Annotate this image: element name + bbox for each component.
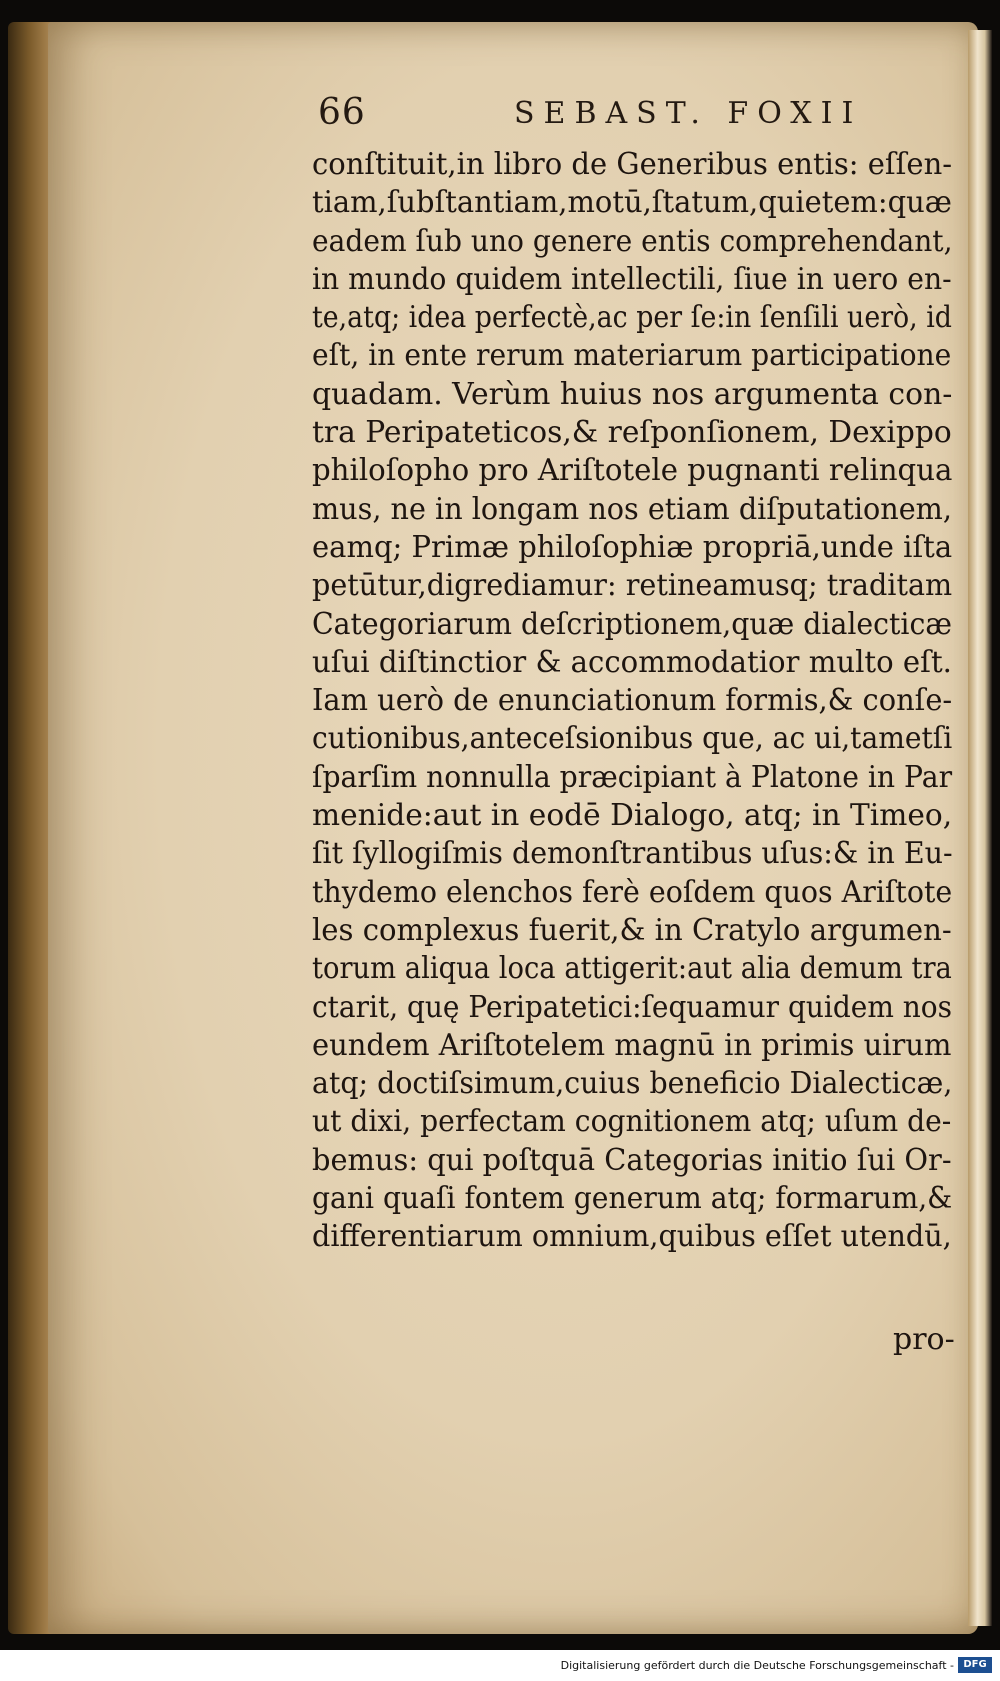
text-line: te,atq; idea perfectè,ac per ſe:in ſenſili uerò, id: [312, 300, 952, 336]
page-number: 66: [318, 92, 366, 133]
text-line: gani quaſi fontem generum atq; formarum,&: [312, 1181, 953, 1217]
text-line: Iam uerò de enunciationum formis,& conſe-: [312, 683, 953, 719]
text-line: ctarit, quę Peripatetici:ſequamur quidem nos: [312, 989, 953, 1025]
text-line: les complexus fuerit,& in Cratylo argumen-: [312, 912, 952, 948]
running-title: SEBAST. FOXII: [514, 96, 863, 131]
text-line: petūtur,digrediamur: retineamusq; traditam: [312, 568, 953, 604]
body-text: [312, 146, 972, 1257]
text-line: conſtituit,in libro de Generibus entis: eſſen-: [312, 147, 953, 182]
text-line: in mundo quidem intellectili, ſiue in uero en-: [312, 261, 952, 297]
catchword: pro-: [893, 1322, 955, 1357]
text-line: ut dixi, perfectam cognitionem atq; uſum de-: [312, 1104, 952, 1140]
running-head: [318, 92, 878, 138]
text-line: eſt, in ente rerum materiarum participatione: [312, 338, 952, 374]
text-line: eamq; Primæ philoſophiæ propriā,unde iſta: [312, 529, 953, 565]
text-line: atq; doctiſsimum,cuius beneficio Dialecticæ,: [312, 1066, 953, 1102]
text-line: ſit ſyllogiſmis demonſtrantibus uſus:& in Eu-: [312, 836, 953, 872]
text-line: bemus: qui poſtquā Categorias initio ſui Or-: [312, 1142, 952, 1178]
text-line: quadam. Verùm huius nos argumenta con-: [312, 376, 953, 412]
text-line: differentiarum omnium,quibus eſſet utendū,: [312, 1219, 952, 1255]
text-line: menide:aut in eodē Dialogo, atq; in Timeo,: [312, 798, 953, 834]
text-line: philoſopho pro Ariſtotele pugnanti relinqua: [312, 453, 953, 489]
text-line: uſui diſtinctior & accommodatior multo eſt.: [312, 644, 952, 680]
text-line: tra Peripateticos,& reſponſionem, Dexippo: [312, 415, 952, 451]
text-line: eundem Ariſtotelem magnū in primis uirum: [312, 1027, 952, 1063]
text-line: ſparſim nonnulla præcipiant à Platone in Par: [312, 759, 953, 795]
footer-bar: [0, 1650, 1000, 1681]
dfg-logo: DFG: [958, 1657, 992, 1673]
text-line: torum aliqua loca attigerit:aut alia demum tra: [312, 951, 952, 987]
text-line: eadem ſub uno genere entis comprehendant,: [312, 223, 953, 259]
text-line: cutionibus,anteceſsionibus que, ac ui,tametſi: [312, 721, 953, 757]
digitization-credit: Digitalisierung gefördert durch die Deutsche Forschungsgemeinschaft -: [560, 1659, 954, 1672]
text-line: Categoriarum deſcriptionem,quæ dialecticæ: [312, 606, 952, 642]
text-line: mus, ne in longam nos etiam diſputationem,: [312, 491, 952, 527]
text-line: thydemo elenchos ferè eoſdem quos Ariſtote: [312, 874, 953, 910]
text-line: tiam,ſubſtantiam,motū,ſtatum,quietem:quæ: [312, 185, 952, 221]
